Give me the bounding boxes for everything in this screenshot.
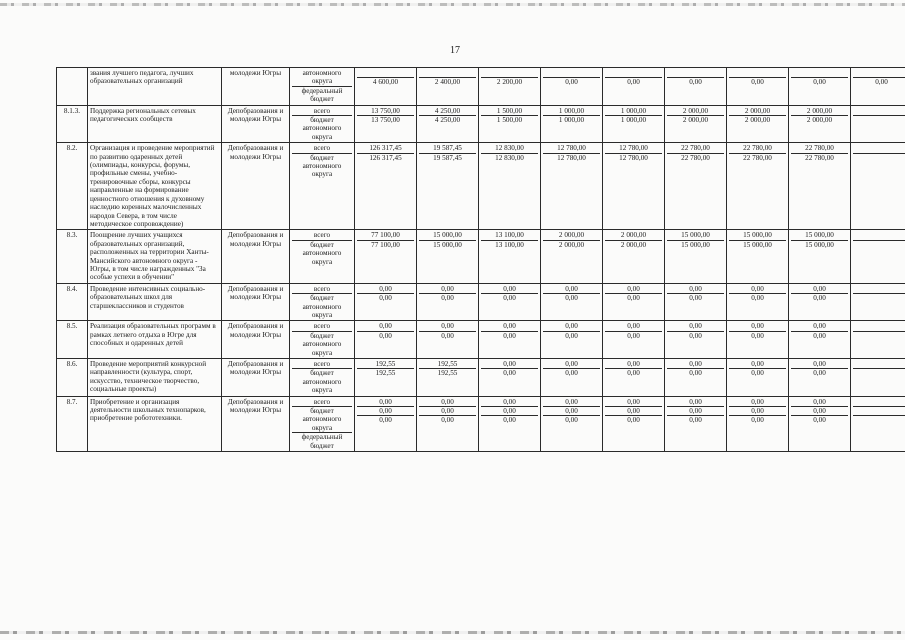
amount-value: 1 000,00 (543, 107, 600, 116)
row-name: Поощрение лучших учащихся образовательных организаций, расположенных на территории Ханты-Мансийского автономного округа - Югры, в том числе награжденных "За особые успехи в обучении" (88, 230, 222, 283)
amount-value: 0,00 (813, 369, 826, 378)
amount-value: 0,00 (791, 407, 848, 416)
amount-value: 2 000,00 (620, 240, 647, 249)
amount-value: 0,00 (543, 398, 600, 407)
amount-value (853, 360, 905, 369)
amount-cell (603, 105, 665, 143)
amount-value: 1 000,00 (620, 116, 647, 125)
amount-value: 2 000,00 (682, 116, 709, 125)
amount-value (853, 407, 905, 416)
amount-value: 0,00 (813, 416, 826, 425)
amount-value: 0,00 (751, 78, 764, 87)
amount-cell (727, 68, 789, 106)
row-number: 8.7. (57, 396, 88, 451)
amount-value (853, 231, 905, 240)
amount-value: 0,00 (813, 78, 826, 87)
amount-cell (665, 105, 727, 143)
funding-source-label: бюджет автономного округа (302, 240, 342, 266)
amount-cell (727, 321, 789, 359)
amount-value: 0,00 (565, 294, 578, 303)
amount-value: 0,00 (875, 78, 888, 87)
amount-value: 0,00 (791, 285, 848, 294)
amount-value: 77 100,00 (371, 240, 400, 249)
amount-cell (789, 396, 851, 451)
row-sources (290, 396, 355, 451)
row-executor: Депобразования и молодежи Югры (222, 283, 290, 321)
amount-value: 0,00 (543, 322, 600, 331)
amount-cell (665, 359, 727, 397)
funding-source-label: бюджет автономного округа (292, 407, 352, 433)
amount-value: 0,00 (357, 285, 414, 294)
amount-value: 0,00 (667, 407, 724, 416)
amount-value: 0,00 (729, 360, 786, 369)
amount-cell (417, 359, 479, 397)
row-sources (290, 143, 355, 230)
amount-value: 2 000,00 (558, 240, 585, 249)
amount-value: 0,00 (605, 285, 662, 294)
amount-value (853, 116, 905, 124)
table-row (57, 230, 905, 283)
amount-value: 22 780,00 (667, 144, 724, 153)
amount-value: 0,00 (751, 331, 764, 340)
amount-cell (355, 230, 417, 283)
amount-value: 2 400,00 (434, 78, 461, 87)
amount-cell (417, 396, 479, 451)
funding-source-label: всего (292, 144, 352, 153)
amount-value: 0,00 (441, 416, 454, 425)
amount-cell (851, 283, 905, 321)
amount-value: 0,00 (627, 78, 640, 87)
row-sources (290, 68, 355, 106)
amount-value: 0,00 (689, 369, 702, 378)
amount-value (419, 69, 476, 78)
amount-value (853, 416, 905, 424)
amount-cell (541, 105, 603, 143)
amount-value: 15 000,00 (419, 231, 476, 240)
amount-value (481, 69, 538, 78)
amount-value: 0,00 (481, 322, 538, 331)
amount-cell (851, 230, 905, 283)
amount-cell (665, 396, 727, 451)
amount-cell (355, 105, 417, 143)
amount-value: 0,00 (357, 398, 414, 407)
amount-value (853, 144, 905, 153)
amount-value: 0,00 (503, 369, 516, 378)
funding-source-label: всего (292, 398, 352, 407)
amount-cell (603, 283, 665, 321)
amount-value: 2 000,00 (729, 107, 786, 116)
row-number (57, 68, 88, 106)
amount-cell (479, 396, 541, 451)
amount-value (853, 241, 905, 249)
amount-value: 15 000,00 (791, 231, 848, 240)
row-executor: молодежи Югры (222, 68, 290, 106)
amount-value: 12 780,00 (619, 153, 648, 162)
amount-cell (541, 321, 603, 359)
amount-cell (541, 359, 603, 397)
amount-value: 0,00 (503, 416, 516, 425)
row-number: 8.1.3. (57, 105, 88, 143)
amount-value: 77 100,00 (357, 231, 414, 240)
amount-cell (727, 230, 789, 283)
amount-cell (665, 230, 727, 283)
row-number: 8.2. (57, 143, 88, 230)
amount-value (543, 69, 600, 78)
amount-value: 192,55 (419, 360, 476, 369)
amount-cell (479, 321, 541, 359)
amount-value (853, 369, 905, 377)
amount-value: 2 000,00 (791, 107, 848, 116)
amount-value: 12 830,00 (481, 144, 538, 153)
amount-cell (541, 230, 603, 283)
amount-cell (479, 105, 541, 143)
amount-cell (541, 143, 603, 230)
amount-value (791, 69, 848, 78)
funding-source-label: бюджет автономного округа (302, 153, 342, 179)
amount-value: 22 780,00 (805, 153, 834, 162)
amount-cell (603, 68, 665, 106)
amount-value: 0,00 (503, 331, 516, 340)
amount-value: 12 780,00 (605, 144, 662, 153)
amount-value: 22 780,00 (743, 153, 772, 162)
amount-value: 0,00 (605, 398, 662, 407)
amount-value: 0,00 (813, 294, 826, 303)
amount-cell (603, 230, 665, 283)
amount-value: 0,00 (667, 322, 724, 331)
amount-value: 13 100,00 (481, 231, 538, 240)
row-executor: Депобразования и молодежи Югры (222, 230, 290, 283)
amount-value: 0,00 (543, 285, 600, 294)
amount-value: 0,00 (667, 398, 724, 407)
amount-cell (851, 68, 905, 106)
amount-value: 0,00 (751, 369, 764, 378)
amount-value: 2 000,00 (667, 107, 724, 116)
amount-value: 2 000,00 (543, 231, 600, 240)
amount-value: 0,00 (729, 407, 786, 416)
amount-cell (417, 321, 479, 359)
amount-cell (727, 105, 789, 143)
table-body (57, 68, 905, 452)
amount-cell (727, 359, 789, 397)
amount-value: 126 317,45 (369, 153, 402, 162)
scan-edge-top (0, 3, 905, 6)
amount-value (357, 69, 414, 78)
funding-source-label: всего (292, 285, 352, 294)
amount-value: 0,00 (605, 360, 662, 369)
row-name: Проведение интенсивных социально-образовательных школ для старшеклассников и студентов (88, 283, 222, 321)
amount-cell (417, 143, 479, 230)
amount-cell (851, 396, 905, 451)
amount-value: 15 000,00 (743, 240, 772, 249)
amount-cell (479, 230, 541, 283)
amount-value: 19 587,45 (433, 153, 462, 162)
amount-value: 13 750,00 (371, 116, 400, 125)
amount-cell (665, 321, 727, 359)
amount-cell (851, 143, 905, 230)
amount-value: 192,55 (437, 369, 458, 378)
amount-value: 1 500,00 (496, 116, 523, 125)
amount-value: 0,00 (751, 416, 764, 425)
amount-cell (355, 359, 417, 397)
amount-value: 0,00 (481, 285, 538, 294)
amount-value: 1 000,00 (558, 116, 585, 125)
funding-source-label: федеральный бюджет (301, 433, 343, 450)
funding-source-label: бюджет автономного округа (302, 294, 342, 319)
amount-value (853, 154, 905, 162)
amount-value: 0,00 (543, 360, 600, 369)
amount-value: 0,00 (441, 294, 454, 303)
amount-cell (479, 143, 541, 230)
amount-value (667, 69, 724, 78)
amount-value: 0,00 (667, 360, 724, 369)
amount-cell (727, 396, 789, 451)
row-sources (290, 359, 355, 397)
amount-value: 12 780,00 (543, 144, 600, 153)
amount-cell (789, 283, 851, 321)
amount-value: 0,00 (729, 398, 786, 407)
amount-cell (479, 68, 541, 106)
funding-source-label: бюджет автономного округа (302, 116, 342, 141)
row-number: 8.5. (57, 321, 88, 359)
amount-value: 12 780,00 (557, 153, 586, 162)
amount-cell (665, 283, 727, 321)
amount-cell (789, 105, 851, 143)
amount-value: 192,55 (357, 360, 414, 369)
amount-cell (541, 396, 603, 451)
amount-value: 0,00 (481, 407, 538, 416)
amount-cell (355, 321, 417, 359)
amount-value: 0,00 (751, 294, 764, 303)
row-number: 8.3. (57, 230, 88, 283)
amount-value: 22 780,00 (729, 144, 786, 153)
amount-cell (603, 321, 665, 359)
amount-value: 1 000,00 (605, 107, 662, 116)
amount-cell (727, 283, 789, 321)
amount-value (853, 294, 905, 302)
row-sources (290, 105, 355, 143)
table-row (57, 359, 905, 397)
amount-cell (355, 396, 417, 451)
amount-value: 0,00 (627, 294, 640, 303)
row-executor: Депобразования и молодежи Югры (222, 105, 290, 143)
amount-cell (355, 68, 417, 106)
row-number: 8.4. (57, 283, 88, 321)
page-number: 17 (450, 45, 460, 56)
amount-cell (603, 396, 665, 451)
table-row (57, 321, 905, 359)
amount-value: 0,00 (627, 369, 640, 378)
amount-value: 22 780,00 (681, 153, 710, 162)
amount-cell (479, 283, 541, 321)
amount-value: 0,00 (729, 285, 786, 294)
amount-value: 22 780,00 (791, 144, 848, 153)
amount-value: 13 100,00 (495, 240, 524, 249)
amount-value: 15 000,00 (433, 240, 462, 249)
funding-source-label: бюджет автономного округа (302, 331, 342, 357)
amount-value: 0,00 (565, 331, 578, 340)
amount-value: 4 250,00 (434, 116, 461, 125)
amount-value: 1 500,00 (481, 107, 538, 116)
table-row (57, 143, 905, 230)
amount-cell (355, 283, 417, 321)
amount-cell (541, 283, 603, 321)
row-name: Реализация образовательных программ в рамках летнего отдыха в Югре для способных и одаренных детей (88, 321, 222, 359)
amount-value: 2 000,00 (744, 116, 771, 125)
amount-value: 0,00 (813, 331, 826, 340)
amount-cell (417, 68, 479, 106)
amount-value (853, 69, 905, 78)
amount-value: 0,00 (565, 78, 578, 87)
funding-source-label: всего (292, 360, 352, 369)
amount-value: 0,00 (667, 285, 724, 294)
row-name: Поддержка региональных сетевых педагогических сообществ (88, 105, 222, 143)
amount-cell (727, 143, 789, 230)
amount-cell (789, 68, 851, 106)
amount-value: 0,00 (689, 416, 702, 425)
amount-value: 2 000,00 (605, 231, 662, 240)
amount-value: 0,00 (605, 322, 662, 331)
amount-cell (417, 105, 479, 143)
amount-cell (789, 230, 851, 283)
amount-value: 0,00 (357, 407, 414, 416)
funding-source-label: всего (292, 322, 352, 331)
row-name: Организация и проведение мероприятий по развитию одаренных детей (олимпиады, конкурсы, форумы, профильные смены, учебно-тренировочные сборы, конкурсы направленные на формирование ценностного отношения к духовному наследию коренных малочисленных народов Севера, в том числе методическое сопровождение) (88, 143, 222, 230)
amount-value: 126 317,45 (357, 144, 414, 153)
amount-value (853, 107, 905, 116)
amount-value: 4 250,00 (419, 107, 476, 116)
amount-cell (789, 143, 851, 230)
amount-value: 4 600,00 (372, 78, 399, 87)
amount-value: 0,00 (379, 416, 392, 425)
amount-cell (417, 230, 479, 283)
row-sources (290, 283, 355, 321)
table-row (57, 68, 905, 106)
amount-value: 15 000,00 (667, 231, 724, 240)
amount-value (853, 332, 905, 340)
amount-cell (603, 143, 665, 230)
amount-value: 13 750,00 (357, 107, 414, 116)
amount-value: 0,00 (357, 322, 414, 331)
amount-value: 0,00 (441, 331, 454, 340)
funding-source-label: автономного округа (292, 69, 352, 87)
row-name: звания лучшего педагога, лучших образовательных организаций (88, 68, 222, 106)
row-number: 8.6. (57, 359, 88, 397)
amount-cell (355, 143, 417, 230)
amount-cell (665, 68, 727, 106)
row-executor: Депобразования и молодежи Югры (222, 396, 290, 451)
row-executor: Депобразования и молодежи Югры (222, 321, 290, 359)
amount-value: 0,00 (379, 294, 392, 303)
amount-value: 0,00 (419, 322, 476, 331)
row-name: Приобретение и организация деятельности школьных технопарков, приобретение робототехники. (88, 396, 222, 451)
funding-source-label: бюджет автономного округа (302, 369, 342, 395)
amount-value: 0,00 (565, 369, 578, 378)
amount-cell (541, 68, 603, 106)
funding-source-label: всего (292, 107, 352, 116)
amount-value: 0,00 (503, 294, 516, 303)
amount-value: 0,00 (565, 416, 578, 425)
table-row (57, 105, 905, 143)
amount-value: 0,00 (419, 285, 476, 294)
amount-cell (665, 143, 727, 230)
amount-value: 0,00 (605, 407, 662, 416)
amount-cell (851, 105, 905, 143)
amount-cell (851, 359, 905, 397)
row-executor: Депобразования и молодежи Югры (222, 143, 290, 230)
amount-value: 0,00 (689, 331, 702, 340)
amount-value: 0,00 (791, 398, 848, 407)
amount-value: 0,00 (627, 331, 640, 340)
amount-cell (851, 321, 905, 359)
row-executor: Депобразования и молодежи Югры (222, 359, 290, 397)
amount-value: 19 587,45 (419, 144, 476, 153)
budget-table (56, 67, 905, 452)
funding-source-label: федеральный бюджет (301, 86, 343, 104)
row-sources (290, 321, 355, 359)
amount-value: 0,00 (379, 331, 392, 340)
amount-value: 15 000,00 (805, 240, 834, 249)
amount-value (605, 69, 662, 78)
amount-value: 15 000,00 (681, 240, 710, 249)
amount-cell (603, 359, 665, 397)
table-row (57, 396, 905, 451)
amount-value: 12 830,00 (495, 153, 524, 162)
row-name: Проведение мероприятий конкурсной направленности (культура, спорт, искусство, техническое творчество, социальные проекты) (88, 359, 222, 397)
amount-value: 2 200,00 (496, 78, 523, 87)
amount-value: 2 000,00 (806, 116, 833, 125)
amount-value: 0,00 (627, 416, 640, 425)
amount-value (853, 285, 905, 294)
amount-value: 15 000,00 (729, 231, 786, 240)
amount-value: 0,00 (543, 407, 600, 416)
amount-cell (789, 321, 851, 359)
amount-value: 192,55 (375, 369, 396, 378)
amount-value: 0,00 (419, 407, 476, 416)
table-row (57, 283, 905, 321)
amount-value: 0,00 (791, 322, 848, 331)
amount-value: 0,00 (481, 398, 538, 407)
scan-edge-bottom (0, 631, 905, 634)
amount-cell (789, 359, 851, 397)
amount-value: 0,00 (689, 294, 702, 303)
amount-cell (479, 359, 541, 397)
amount-value: 0,00 (791, 360, 848, 369)
funding-source-label: всего (292, 231, 352, 240)
amount-value: 0,00 (481, 360, 538, 369)
amount-value (853, 322, 905, 331)
amount-value: 0,00 (729, 322, 786, 331)
amount-value (853, 398, 905, 407)
amount-cell (417, 283, 479, 321)
amount-value (729, 69, 786, 78)
row-sources (290, 230, 355, 283)
amount-value: 0,00 (419, 398, 476, 407)
amount-value: 0,00 (689, 78, 702, 87)
